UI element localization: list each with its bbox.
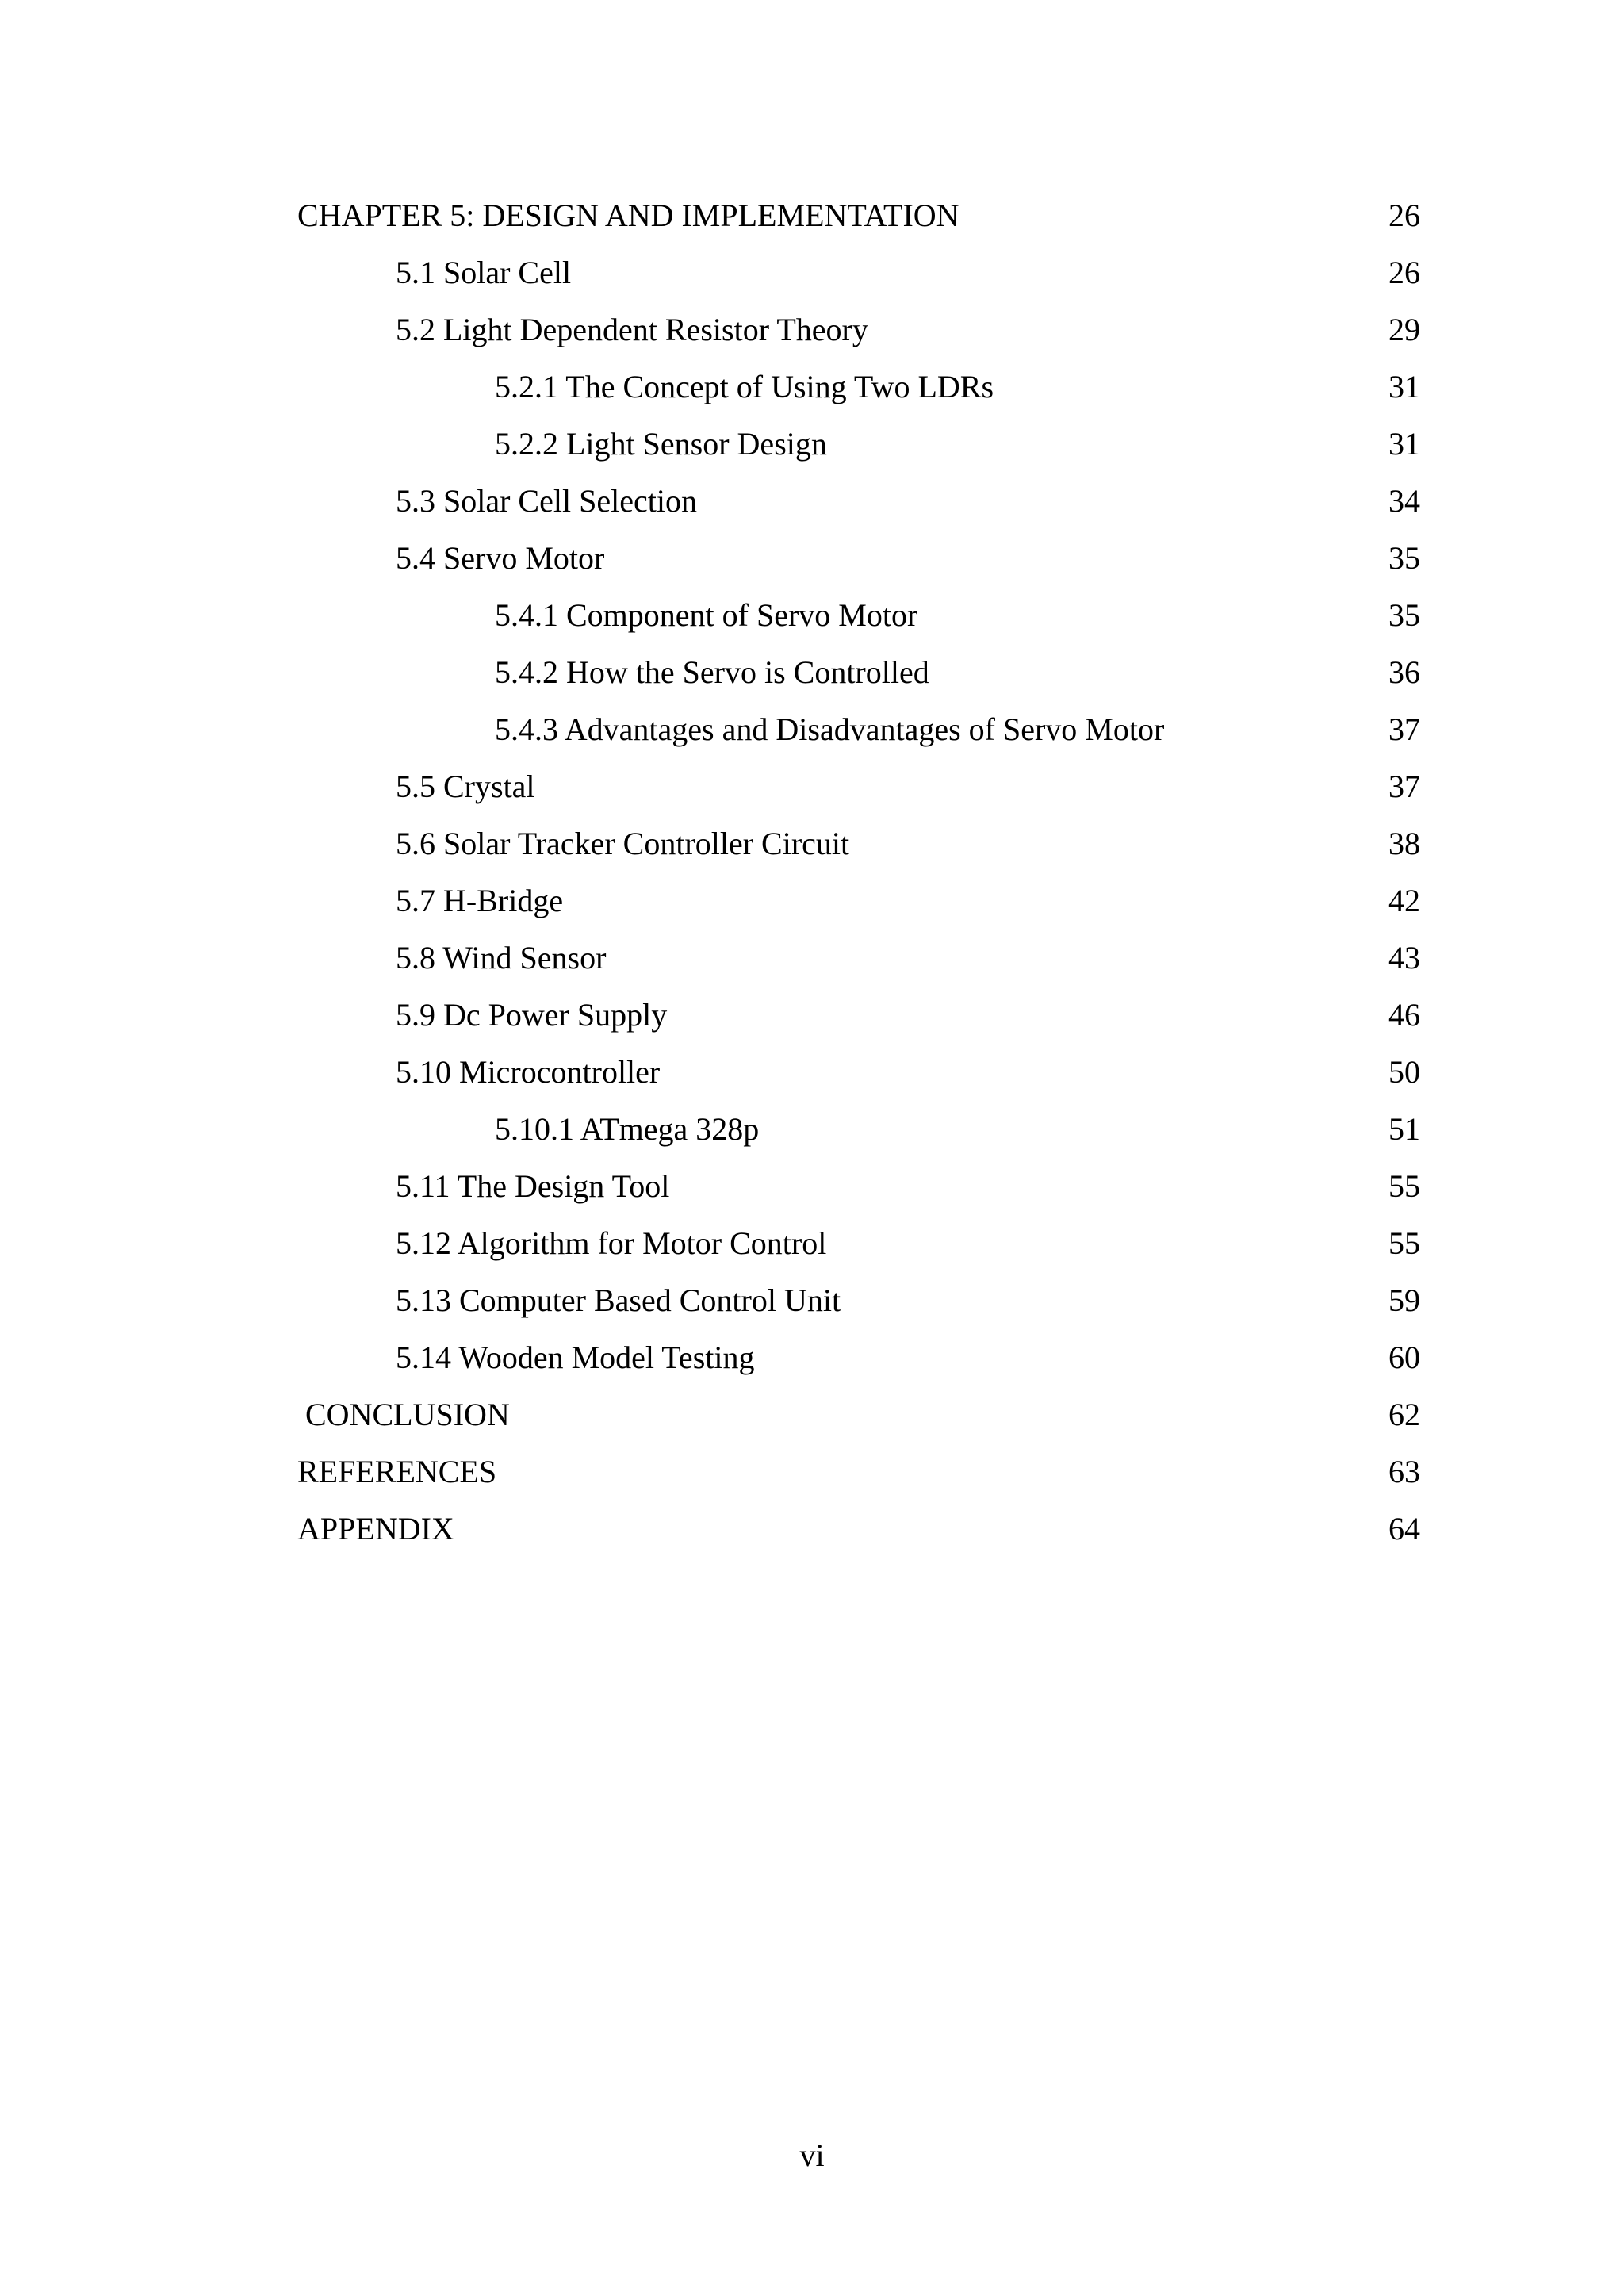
toc-entry-page: 62: [1388, 1397, 1420, 1432]
toc-entry-title: 5.4.3 Advantages and Disadvantages of Servo Motor: [495, 711, 1165, 747]
toc-entry-5-4-1: [0, 587, 1624, 644]
table-of-contents: [0, 187, 1624, 1558]
toc-entry-5-11: [0, 1158, 1624, 1215]
toc-entry-5-12: [0, 1215, 1624, 1272]
toc-entry-page: 26: [1388, 197, 1420, 233]
toc-entry-title: 5.11 The Design Tool: [396, 1168, 670, 1204]
toc-entry-title: APPENDIX: [297, 1511, 454, 1547]
toc-entry-title: CHAPTER 5: DESIGN AND IMPLEMENTATION: [297, 197, 959, 233]
toc-entry-5-4-3: [0, 701, 1624, 758]
toc-entry-title: 5.10.1 ATmega 328p: [495, 1111, 760, 1147]
toc-entry-page: 35: [1388, 597, 1420, 633]
toc-entry-page: 43: [1388, 940, 1420, 976]
toc-entry-5-7: [0, 872, 1624, 930]
toc-entry-page: 37: [1388, 711, 1420, 747]
toc-entry-title: 5.1 Solar Cell: [396, 255, 572, 290]
toc-entry-page: 26: [1388, 255, 1420, 290]
page-number: vi: [799, 2137, 825, 2173]
toc-entry-title: 5.2.2 Light Sensor Design: [495, 426, 827, 462]
toc-entry-page: 37: [1388, 769, 1420, 804]
toc-entry-page: 60: [1388, 1340, 1420, 1375]
toc-entry-title: 5.5 Crystal: [396, 769, 535, 804]
toc-entry-5-8: [0, 930, 1624, 987]
toc-entry-conclusion: [0, 1386, 1624, 1443]
toc-entry-page: 51: [1388, 1111, 1420, 1147]
toc-entry-5-4-2: [0, 644, 1624, 701]
toc-entry-page: 36: [1388, 654, 1420, 690]
toc-entry-title: 5.4 Servo Motor: [396, 540, 605, 576]
toc-entry-5-4: [0, 530, 1624, 587]
toc-entry-references: [0, 1443, 1624, 1501]
toc-entry-appendix: [0, 1501, 1624, 1558]
toc-entry-title: 5.10 Microcontroller: [396, 1054, 661, 1090]
toc-entry-page: 29: [1388, 312, 1420, 347]
toc-entry-title: CONCLUSION: [305, 1397, 510, 1432]
toc-entry-page: 38: [1388, 826, 1420, 861]
toc-entry-title: 5.4.1 Component of Servo Motor: [495, 597, 918, 633]
toc-entry-page: 46: [1388, 997, 1420, 1033]
toc-entry-5-2-1: [0, 358, 1624, 416]
toc-entry-title: 5.9 Dc Power Supply: [396, 997, 668, 1033]
toc-entry-page: 34: [1388, 483, 1420, 519]
toc-entry-page: 63: [1388, 1454, 1420, 1489]
toc-entry-title: 5.2 Light Dependent Resistor Theory: [396, 312, 868, 347]
toc-entry-5-3: [0, 473, 1624, 530]
toc-entry-5-5: [0, 758, 1624, 815]
toc-entry-title: 5.12 Algorithm for Motor Control: [396, 1225, 827, 1261]
toc-entry-chapter-5: [0, 187, 1624, 244]
toc-entry-title: 5.14 Wooden Model Testing: [396, 1340, 755, 1375]
toc-entry-title: 5.4.2 How the Servo is Controlled: [495, 654, 929, 690]
toc-entry-page: 50: [1388, 1054, 1420, 1090]
toc-entry-title: 5.13 Computer Based Control Unit: [396, 1282, 841, 1318]
toc-entry-title: 5.7 H-Bridge: [396, 883, 564, 918]
toc-entry-page: 64: [1388, 1511, 1420, 1547]
toc-entry-title: 5.8 Wind Sensor: [396, 940, 607, 976]
toc-entry-5-13: [0, 1272, 1624, 1329]
toc-entry-page: 42: [1388, 883, 1420, 918]
toc-entry-5-10: [0, 1044, 1624, 1101]
toc-entry-title: REFERENCES: [297, 1454, 497, 1489]
toc-entry-5-9: [0, 987, 1624, 1044]
toc-entry-page: 31: [1388, 369, 1420, 404]
toc-entry-5-6: [0, 815, 1624, 872]
toc-entry-page: 55: [1388, 1168, 1420, 1204]
toc-entry-page: 59: [1388, 1282, 1420, 1318]
toc-entry-5-10-1: [0, 1101, 1624, 1158]
toc-entry-title: 5.3 Solar Cell Selection: [396, 483, 697, 519]
toc-entry-5-1: [0, 244, 1624, 301]
toc-entry-title: 5.6 Solar Tracker Controller Circuit: [396, 826, 850, 861]
toc-entry-5-2: [0, 301, 1624, 358]
toc-entry-5-2-2: [0, 416, 1624, 473]
toc-entry-5-14: [0, 1329, 1624, 1386]
toc-entry-page: 35: [1388, 540, 1420, 576]
toc-entry-page: 55: [1388, 1225, 1420, 1261]
toc-entry-page: 31: [1388, 426, 1420, 462]
toc-entry-title: 5.2.1 The Concept of Using Two LDRs: [495, 369, 994, 404]
